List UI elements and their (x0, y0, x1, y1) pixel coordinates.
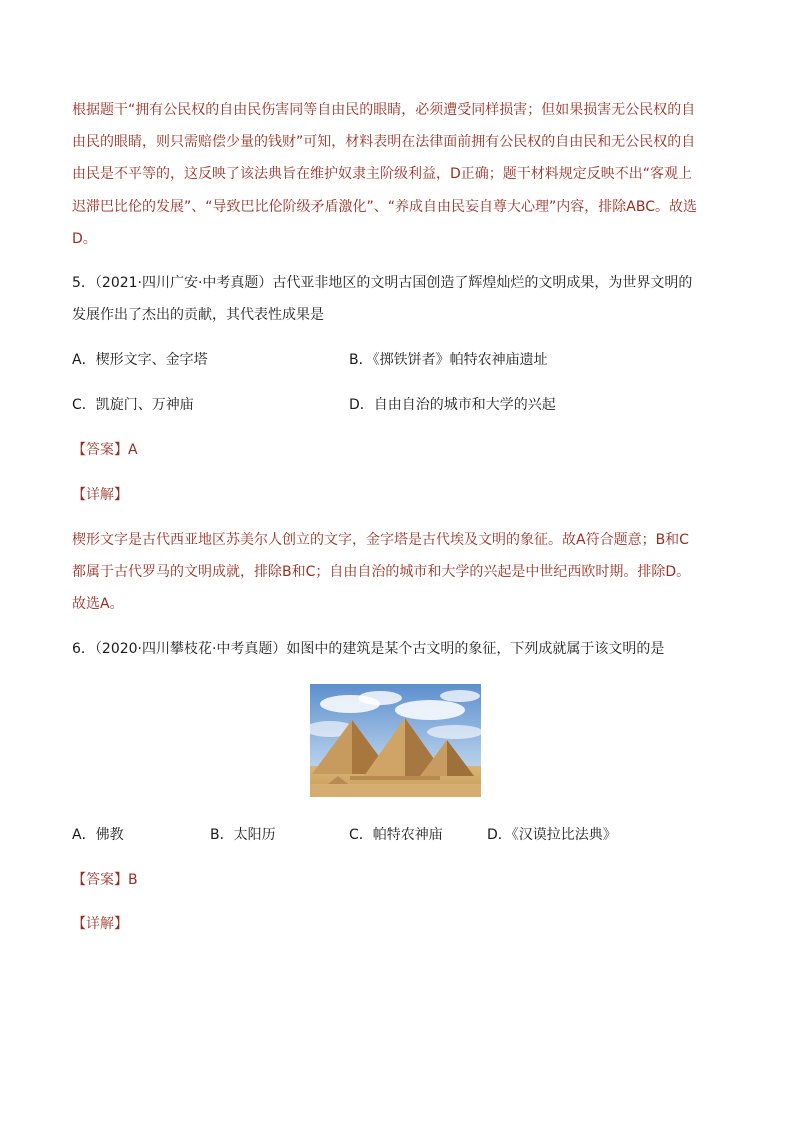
explanation-line: 楔形文字是古代西亚地区苏美尔人创立的文字，金字塔是古代埃及文明的象征。故A符合题意；B和C (72, 532, 689, 548)
pyramids-photo (310, 684, 481, 797)
option-a: A．楔形文字、金字塔 (72, 352, 208, 368)
question-stem-line: 5．（2021·四川广安·中考真题）古代亚非地区的文明古国创造了辉煌灿烂的文明成果，为世界文明的 (72, 275, 693, 291)
option-b: B．《掷铁饼者》帕特农神庙遗址 (349, 352, 548, 368)
option-d: D．自由自治的城市和大学的兴起 (349, 397, 556, 413)
pyramids-illustration (310, 684, 481, 797)
answer-label: 【答案】A (72, 442, 138, 458)
option-a: A．佛教 (72, 827, 124, 843)
explanation-line: 迟滞巴比伦的发展”、“导致巴比伦阶级矛盾激化”、“养成自由民妄自尊大心理”内容，排除ABC。故选 (72, 199, 697, 215)
option-d: D．《汉谟拉比法典》 (487, 827, 617, 843)
option-b: B．太阳历 (210, 827, 276, 843)
detail-heading: 【详解】 (72, 916, 128, 932)
answer-label: 【答案】B (72, 872, 138, 888)
explanation-line: 故选A。 (72, 596, 124, 612)
explanation-line: D。 (72, 231, 97, 247)
explanation-line: 都属于古代罗马的文明成就，排除B和C；自由自治的城市和大学的兴起是中世纪西欧时期。排除D。 (72, 564, 691, 580)
explanation-line: 根据题干“拥有公民权的自由民伤害同等自由民的眼睛，必须遭受同样损害；但如果损害无公民权的自 (72, 102, 696, 118)
explanation-line: 由民的眼睛，则只需赔偿少量的钱财”可知，材料表明在法律面前拥有公民权的自由民和无公民权的自 (72, 134, 696, 150)
explanation-line: 由民是不平等的，这反映了该法典旨在维护奴隶主阶级利益，D正确；题干材料规定反映不出“客观上 (72, 166, 693, 182)
question-stem-line: 发展作出了杰出的贡献，其代表性成果是 (72, 307, 324, 323)
option-c: C．帕特农神庙 (349, 827, 443, 843)
question-stem: 6．（2020·四川攀枝花·中考真题）如图中的建筑是某个古文明的象征，下列成就属于该文明的是 (72, 641, 665, 657)
option-c: C．凯旋门、万神庙 (72, 397, 194, 413)
detail-heading: 【详解】 (72, 487, 128, 503)
